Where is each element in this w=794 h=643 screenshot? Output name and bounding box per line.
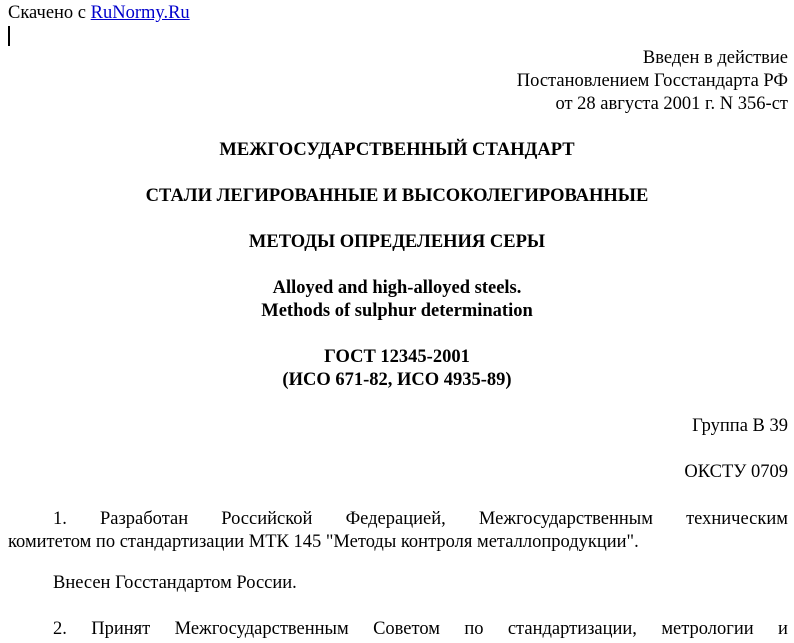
- word: Межгосударственным: [174, 619, 349, 639]
- source-link[interactable]: RuNormy.Ru: [90, 3, 190, 23]
- gost-number: ГОСТ 12345-2001: [324, 347, 470, 367]
- word: Федерацией,: [345, 509, 446, 529]
- methods-heading: МЕТОДЫ ОПРЕДЕЛЕНИЯ СЕРЫ: [248, 232, 546, 252]
- paragraph-3-line-1: [53, 618, 788, 640]
- word: Советом: [373, 619, 440, 639]
- word: Принят: [91, 619, 151, 639]
- word: по: [464, 619, 484, 639]
- word: и: [778, 619, 788, 639]
- source-line: [8, 2, 190, 24]
- paragraph-1-line-1: [53, 508, 788, 530]
- english-title-line-2: Methods of sulphur determination: [261, 301, 533, 321]
- group-code: Группа В 39: [692, 416, 788, 436]
- introduced-line-3: от 28 августа 2001 г. N 356-ст: [555, 94, 788, 114]
- interstate-standard-heading: МЕЖГОСУДАРСТВЕННЫЙ СТАНДАРТ: [219, 140, 575, 160]
- paragraph-1-line-2: комитетом по стандартизации МТК 145 "Методы контроля металлопродукции".: [8, 532, 639, 552]
- word: Межгосударственным: [478, 509, 653, 529]
- introduced-line-1: Введен в действие: [642, 48, 788, 68]
- standard-name-heading: СТАЛИ ЛЕГИРОВАННЫЕ И ВЫСОКОЛЕГИРОВАННЫЕ: [145, 186, 649, 206]
- okstu-code: ОКСТУ 0709: [684, 462, 788, 482]
- word: техническим: [686, 509, 788, 529]
- iso-references: (ИСО 671-82, ИСО 4935-89): [282, 370, 512, 390]
- word: метрологии: [661, 619, 754, 639]
- word: стандартизации,: [507, 619, 637, 639]
- word: 2.: [53, 619, 67, 639]
- english-title-line-1: Alloyed and high-alloyed steels.: [272, 278, 522, 298]
- source-prefix: Скачено с: [8, 3, 91, 23]
- word: 1.: [53, 509, 67, 529]
- introduced-line-2: Постановлением Госстандарта РФ: [516, 71, 788, 91]
- word: Разработан: [100, 509, 189, 529]
- paragraph-2: Внесен Госстандартом России.: [53, 573, 297, 593]
- text-cursor: [8, 26, 10, 46]
- word: Российской: [221, 509, 313, 529]
